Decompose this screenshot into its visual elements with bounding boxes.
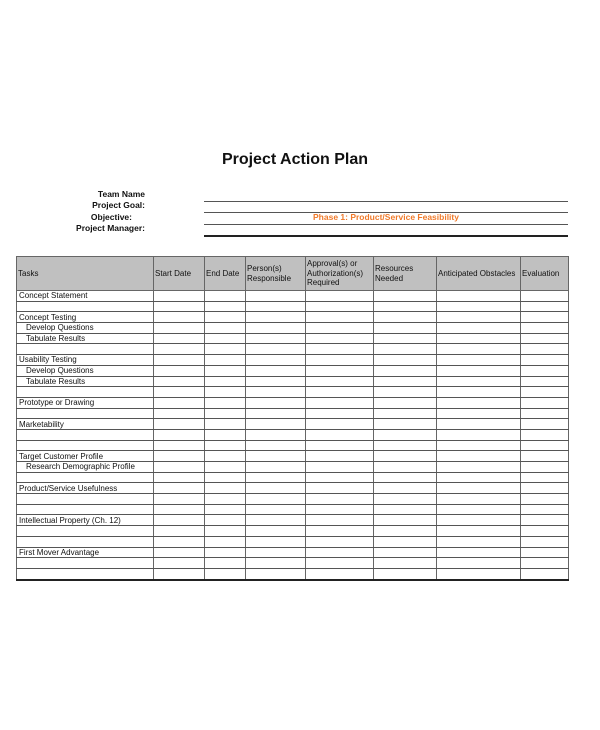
table-cell[interactable] [205, 451, 246, 462]
table-cell[interactable] [154, 365, 205, 376]
table-row [17, 536, 569, 547]
task-cell[interactable] [17, 504, 154, 515]
table-row [17, 558, 569, 569]
table-cell[interactable] [521, 568, 569, 579]
table-cell[interactable] [306, 558, 374, 569]
table-cell[interactable] [521, 536, 569, 547]
table-cell[interactable] [205, 526, 246, 537]
table-cell[interactable] [437, 462, 521, 473]
table-cell[interactable] [246, 515, 306, 526]
table-row [17, 568, 569, 579]
column-header: Tasks [17, 257, 154, 291]
table-cell[interactable] [205, 355, 246, 366]
table-cell[interactable] [246, 365, 306, 376]
table-cell[interactable] [246, 333, 306, 344]
table-row [17, 312, 569, 323]
task-cell[interactable] [17, 536, 154, 547]
table-cell[interactable] [374, 397, 437, 408]
task-cell[interactable] [17, 301, 154, 312]
table-cell[interactable] [306, 301, 374, 312]
table-cell[interactable] [437, 408, 521, 419]
table-cell[interactable] [374, 440, 437, 451]
table-cell[interactable] [437, 451, 521, 462]
table-row [17, 440, 569, 451]
table-cell[interactable] [521, 483, 569, 494]
table-cell[interactable] [205, 558, 246, 569]
table-cell[interactable] [246, 462, 306, 473]
table-cell[interactable] [246, 355, 306, 366]
table-cell[interactable] [205, 408, 246, 419]
table-cell[interactable] [246, 397, 306, 408]
table-cell[interactable] [154, 419, 205, 430]
table-cell[interactable] [437, 440, 521, 451]
table-cell[interactable] [437, 483, 521, 494]
table-cell[interactable] [374, 494, 437, 505]
table-row [17, 397, 569, 408]
table-row [17, 472, 569, 483]
table-cell[interactable] [521, 462, 569, 473]
table-cell[interactable] [246, 494, 306, 505]
task-cell[interactable]: Product/Service Usefulness [17, 483, 154, 494]
table-cell[interactable] [374, 344, 437, 355]
task-cell[interactable] [17, 429, 154, 440]
table-cell[interactable] [306, 440, 374, 451]
task-cell[interactable]: Prototype or Drawing [17, 397, 154, 408]
table-cell[interactable] [437, 387, 521, 398]
table-cell[interactable] [374, 291, 437, 302]
table-cell[interactable] [374, 536, 437, 547]
table-cell[interactable] [306, 365, 374, 376]
task-cell[interactable] [17, 387, 154, 398]
table-cell[interactable] [306, 397, 374, 408]
table-cell[interactable] [437, 472, 521, 483]
table-cell[interactable] [306, 504, 374, 515]
column-header: Approval(s) or Authorization(s) Required [306, 257, 374, 291]
table-cell[interactable] [437, 429, 521, 440]
table-cell[interactable] [521, 397, 569, 408]
table-cell[interactable] [306, 387, 374, 398]
table-cell[interactable] [205, 365, 246, 376]
table-row [17, 526, 569, 537]
table-cell[interactable] [154, 558, 205, 569]
table-cell[interactable] [374, 429, 437, 440]
table-row [17, 323, 569, 334]
table-cell[interactable] [374, 376, 437, 387]
table-cell[interactable] [374, 355, 437, 366]
table-cell[interactable] [374, 462, 437, 473]
table-cell[interactable] [154, 291, 205, 302]
table-cell[interactable] [306, 376, 374, 387]
task-cell[interactable]: Concept Testing [17, 312, 154, 323]
table-cell[interactable] [154, 462, 205, 473]
task-cell[interactable] [17, 558, 154, 569]
table-cell[interactable] [246, 504, 306, 515]
table-cell[interactable] [437, 536, 521, 547]
table-cell[interactable] [154, 312, 205, 323]
table-row [17, 291, 569, 302]
task-cell[interactable] [17, 344, 154, 355]
table-cell[interactable] [246, 568, 306, 579]
table-cell[interactable] [246, 301, 306, 312]
table-cell[interactable] [154, 301, 205, 312]
table-cell[interactable] [437, 568, 521, 579]
table-cell[interactable] [306, 483, 374, 494]
table-cell[interactable] [521, 515, 569, 526]
table-cell[interactable] [437, 526, 521, 537]
table-cell[interactable] [374, 323, 437, 334]
table-cell[interactable] [521, 526, 569, 537]
table-cell[interactable] [205, 419, 246, 430]
table-row [17, 376, 569, 387]
table-cell[interactable] [437, 301, 521, 312]
table-cell[interactable] [437, 397, 521, 408]
table-cell[interactable] [374, 408, 437, 419]
table-cell[interactable] [306, 568, 374, 579]
table-cell[interactable] [521, 323, 569, 334]
task-cell[interactable]: Marketability [17, 419, 154, 430]
table-cell[interactable] [154, 344, 205, 355]
table-cell[interactable] [154, 333, 205, 344]
table-cell[interactable] [437, 291, 521, 302]
table-cell[interactable] [521, 333, 569, 344]
table-row [17, 483, 569, 494]
table-cell[interactable] [374, 515, 437, 526]
table-cell[interactable] [205, 429, 246, 440]
table-cell[interactable] [205, 504, 246, 515]
table-cell[interactable] [205, 333, 246, 344]
table-cell[interactable] [521, 472, 569, 483]
table-cell[interactable] [246, 526, 306, 537]
table-cell[interactable] [154, 515, 205, 526]
table-cell[interactable] [437, 547, 521, 558]
table-cell[interactable] [205, 344, 246, 355]
table-row [17, 419, 569, 430]
table-cell[interactable] [437, 494, 521, 505]
table-cell[interactable] [521, 547, 569, 558]
table-cell[interactable] [306, 536, 374, 547]
task-cell[interactable]: Tabulate Results [17, 333, 154, 344]
task-cell[interactable] [17, 440, 154, 451]
table-cell[interactable] [306, 472, 374, 483]
table-row [17, 504, 569, 515]
objective-line[interactable] [204, 224, 568, 225]
table-cell[interactable] [246, 387, 306, 398]
table-cell[interactable] [306, 333, 374, 344]
table-cell[interactable] [246, 429, 306, 440]
table-cell[interactable] [374, 472, 437, 483]
table-cell[interactable] [154, 483, 205, 494]
table-cell[interactable] [205, 568, 246, 579]
table-cell[interactable] [306, 355, 374, 366]
table-cell[interactable] [246, 558, 306, 569]
table-cell[interactable] [521, 376, 569, 387]
table-cell[interactable] [306, 312, 374, 323]
table-row [17, 355, 569, 366]
table-cell[interactable] [154, 504, 205, 515]
table-cell[interactable] [521, 387, 569, 398]
table-cell[interactable] [205, 301, 246, 312]
table-cell[interactable] [154, 397, 205, 408]
table-row [17, 365, 569, 376]
table-cell[interactable] [154, 536, 205, 547]
table-cell[interactable] [205, 387, 246, 398]
table-cell[interactable] [374, 547, 437, 558]
task-cell[interactable] [17, 472, 154, 483]
table-cell[interactable] [306, 451, 374, 462]
table-cell[interactable] [521, 451, 569, 462]
table-row [17, 344, 569, 355]
table-cell[interactable] [306, 344, 374, 355]
table-cell[interactable] [521, 365, 569, 376]
column-header: Anticipated Obstacles [437, 257, 521, 291]
table-cell[interactable] [205, 462, 246, 473]
table-cell[interactable] [437, 355, 521, 366]
table-cell[interactable] [154, 429, 205, 440]
table-row [17, 547, 569, 558]
table-cell[interactable] [205, 397, 246, 408]
task-cell[interactable]: Tabulate Results [17, 376, 154, 387]
table-row [17, 408, 569, 419]
table-cell[interactable] [246, 344, 306, 355]
table-cell[interactable] [374, 365, 437, 376]
task-cell[interactable]: Research Demographic Profile [17, 462, 154, 473]
table-cell[interactable] [374, 301, 437, 312]
table-row [17, 515, 569, 526]
task-cell[interactable]: Develop Questions [17, 323, 154, 334]
column-header: Start Date [154, 257, 205, 291]
task-cell[interactable] [17, 568, 154, 579]
table-cell[interactable] [437, 376, 521, 387]
task-cell[interactable]: Usability Testing [17, 355, 154, 366]
task-cell[interactable]: Concept Statement [17, 291, 154, 302]
table-cell[interactable] [246, 408, 306, 419]
table-cell[interactable] [306, 494, 374, 505]
table-cell[interactable] [437, 419, 521, 430]
task-cell[interactable]: Target Customer Profile [17, 451, 154, 462]
table-cell[interactable] [205, 536, 246, 547]
table-cell[interactable] [246, 472, 306, 483]
table-cell[interactable] [374, 504, 437, 515]
table-cell[interactable] [374, 558, 437, 569]
project-goal-label: Project Goal: [92, 200, 145, 210]
table-cell[interactable] [306, 408, 374, 419]
table-cell[interactable] [306, 515, 374, 526]
column-header: Resources Needed [374, 257, 437, 291]
table-cell[interactable] [246, 419, 306, 430]
table-cell[interactable] [205, 547, 246, 558]
page-title: Project Action Plan [221, 151, 369, 168]
table-cell[interactable] [154, 547, 205, 558]
table-cell[interactable] [374, 526, 437, 537]
table-cell[interactable] [306, 291, 374, 302]
table-cell[interactable] [154, 526, 205, 537]
table-cell[interactable] [521, 558, 569, 569]
table-row [17, 333, 569, 344]
table-cell[interactable] [374, 333, 437, 344]
task-cell[interactable]: Intellectual Property (Ch. 12) [17, 515, 154, 526]
table-cell[interactable] [437, 558, 521, 569]
table-cell[interactable] [154, 387, 205, 398]
table-row [17, 451, 569, 462]
project-manager-line[interactable] [204, 235, 568, 237]
table-row [17, 387, 569, 398]
table-cell[interactable] [306, 429, 374, 440]
table-cell[interactable] [374, 387, 437, 398]
table-cell[interactable] [521, 344, 569, 355]
table-cell[interactable] [154, 440, 205, 451]
table-header-row [17, 257, 569, 291]
table-cell[interactable] [374, 419, 437, 430]
table-cell[interactable] [521, 312, 569, 323]
table-cell[interactable] [246, 323, 306, 334]
table-cell[interactable] [205, 323, 246, 334]
table-cell[interactable] [306, 462, 374, 473]
objective-value: Phase 1: Product/Service Feasibility [313, 212, 459, 222]
task-cell[interactable] [17, 494, 154, 505]
task-cell[interactable]: Develop Questions [17, 365, 154, 376]
table-cell[interactable] [521, 419, 569, 430]
team-name-label: Team Name [97, 189, 145, 199]
action-plan-table [16, 256, 569, 581]
table-cell[interactable] [437, 312, 521, 323]
project-manager-label: Project Manager: [76, 223, 145, 233]
table-cell[interactable] [437, 323, 521, 334]
table-cell[interactable] [374, 568, 437, 579]
table-row [17, 494, 569, 505]
table-cell[interactable] [154, 323, 205, 334]
table-row [17, 301, 569, 312]
table-row [17, 429, 569, 440]
table-cell[interactable] [521, 355, 569, 366]
table-cell[interactable] [205, 376, 246, 387]
table-cell[interactable] [205, 483, 246, 494]
table-cell[interactable] [205, 312, 246, 323]
table-cell[interactable] [246, 536, 306, 547]
table-cell[interactable] [154, 568, 205, 579]
table-cell[interactable] [374, 451, 437, 462]
table-cell[interactable] [246, 376, 306, 387]
table-row [17, 462, 569, 473]
table-cell[interactable] [437, 515, 521, 526]
table-cell[interactable] [205, 291, 246, 302]
table-cell[interactable] [437, 344, 521, 355]
table-cell[interactable] [374, 483, 437, 494]
table-cell[interactable] [306, 323, 374, 334]
task-cell[interactable]: First Mover Advantage [17, 547, 154, 558]
table-cell[interactable] [154, 494, 205, 505]
table-cell[interactable] [246, 440, 306, 451]
table-cell[interactable] [306, 526, 374, 537]
table-cell[interactable] [154, 376, 205, 387]
table-cell[interactable] [521, 440, 569, 451]
table-cell[interactable] [437, 365, 521, 376]
table-cell[interactable] [521, 291, 569, 302]
table-cell[interactable] [205, 440, 246, 451]
table-cell[interactable] [246, 547, 306, 558]
table-cell[interactable] [246, 451, 306, 462]
table-cell[interactable] [154, 408, 205, 419]
table-cell[interactable] [374, 312, 437, 323]
column-header: Person(s) Responsible [246, 257, 306, 291]
table-cell[interactable] [246, 291, 306, 302]
table-cell[interactable] [154, 472, 205, 483]
table-cell[interactable] [521, 494, 569, 505]
table-cell[interactable] [154, 355, 205, 366]
table-cell[interactable] [521, 429, 569, 440]
table-cell[interactable] [246, 483, 306, 494]
table-cell[interactable] [306, 419, 374, 430]
column-header: Evaluation [521, 257, 569, 291]
table-cell[interactable] [437, 504, 521, 515]
table-cell[interactable] [205, 494, 246, 505]
table-cell[interactable] [437, 333, 521, 344]
table-cell[interactable] [246, 312, 306, 323]
table-cell[interactable] [521, 408, 569, 419]
table-cell[interactable] [205, 515, 246, 526]
task-cell[interactable] [17, 408, 154, 419]
column-header: End Date [205, 257, 246, 291]
task-cell[interactable] [17, 526, 154, 537]
table-cell[interactable] [205, 472, 246, 483]
objective-label: Objective: [90, 212, 132, 222]
table-cell[interactable] [306, 547, 374, 558]
team-name-line[interactable] [204, 201, 568, 202]
table-cell[interactable] [521, 504, 569, 515]
table-cell[interactable] [154, 451, 205, 462]
table-cell[interactable] [521, 301, 569, 312]
